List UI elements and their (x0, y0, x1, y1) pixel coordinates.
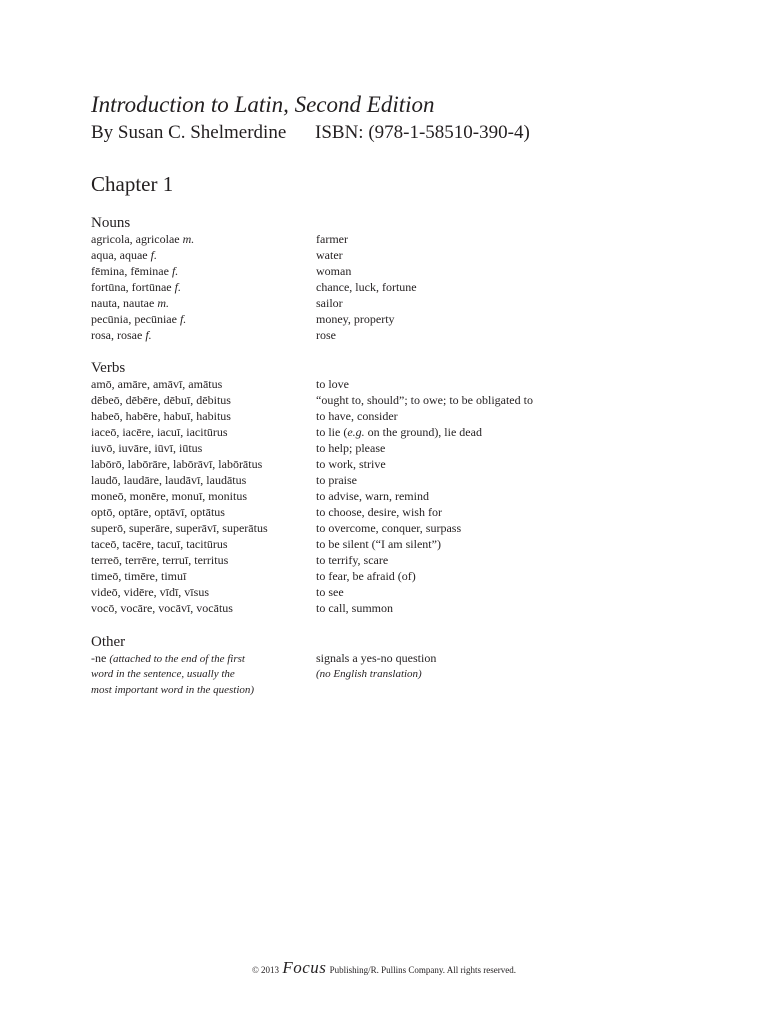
gender: f. (145, 328, 152, 342)
latin-term: laudō, laudāre, laudāvī, laudātus (91, 473, 247, 487)
vocab-row (91, 600, 651, 616)
english-meaning: chance, luck, fortune (316, 280, 417, 294)
isbn: ISBN: (978-1-58510-390-4) (315, 122, 530, 143)
gender: m. (157, 296, 169, 310)
latin-term: -ne (attached to the end of the first (91, 651, 245, 665)
verbs-heading: Verbs (91, 360, 126, 376)
vocab-row (91, 231, 651, 247)
usage-note: most important word in the question) (91, 684, 255, 696)
nouns-heading: Nouns (91, 215, 131, 231)
vocab-row (91, 552, 651, 568)
latin-term: labōrō, labōrāre, labōrāvī, labōrātus (91, 457, 263, 471)
vocab-row (91, 472, 651, 488)
vocab-row (91, 536, 651, 552)
vocab-row (91, 327, 651, 343)
vocab-row (91, 263, 651, 279)
english-meaning: to love (316, 377, 349, 391)
vocab-row (91, 456, 651, 472)
latin-term: videō, vidēre, vīdī, vīsus (91, 585, 209, 599)
latin-term: nauta, nautae m. (91, 296, 169, 310)
latin-term: dēbeō, dēbēre, dēbuī, dēbitus (91, 393, 231, 407)
english-meaning: to have, consider (316, 409, 398, 423)
latin-term: vocō, vocāre, vocāvī, vocātus (91, 601, 233, 615)
english-meaning: to fear, be afraid (of) (316, 569, 416, 583)
english-meaning: to be silent (“I am silent”) (316, 537, 441, 551)
latin-term: taceō, tacēre, tacuī, tacitūrus (91, 537, 228, 551)
vocab-row (91, 650, 651, 666)
english-meaning: to see (316, 585, 344, 599)
latin-term: iuvō, iuvāre, iūvī, iūtus (91, 441, 203, 455)
vocab-row (91, 295, 651, 311)
nouns-section (91, 214, 651, 343)
english-meaning: to choose, desire, wish for (316, 505, 442, 519)
english-meaning: sailor (316, 296, 343, 310)
latin-term: amō, amāre, amāvī, amātus (91, 377, 223, 391)
english-meaning: money, property (316, 312, 395, 326)
vocab-row (91, 504, 651, 520)
focus-logo: Focus (282, 958, 327, 977)
gender: f. (179, 312, 187, 326)
english-meaning: to advise, warn, remind (316, 489, 429, 503)
latin-term: fortūna, fortūnae f. (91, 280, 181, 294)
english-meaning: signals a yes-no question (316, 651, 437, 665)
author: By Susan C. Shelmerdine (91, 122, 287, 143)
usage-note: word in the sentence, usually the (91, 668, 235, 680)
latin-term: moneō, monēre, monuī, monitus (91, 489, 247, 503)
vocab-row (91, 440, 651, 456)
vocab-row (91, 376, 651, 392)
latin-term: optō, optāre, optāvī, optātus (91, 505, 225, 519)
verbs-section (91, 359, 651, 616)
latin-term: agricola, agricolae m. (91, 232, 195, 246)
latin-term: habeō, habēre, habuī, habitus (91, 409, 231, 423)
vocab-row (91, 520, 651, 536)
vocab-row (91, 408, 651, 424)
latin-term: aqua, aquae f. (91, 248, 157, 262)
copyright: © 2013 (251, 965, 280, 975)
latin-term: rosa, rosae f. (91, 328, 152, 342)
vocab-row (91, 488, 651, 504)
book-title: Introduction to Latin, Second Edition (91, 92, 435, 117)
english-meaning: to overcome, conquer, surpass (316, 521, 462, 535)
gender: f. (174, 280, 181, 294)
english-meaning: rose (316, 328, 336, 342)
latin-term: timeō, timēre, timuī (91, 569, 187, 583)
vocab-row-continued (91, 682, 651, 698)
chapter-title: Chapter 1 (91, 172, 174, 196)
english-meaning: farmer (316, 232, 348, 246)
gender: f. (150, 248, 157, 262)
gender: f. (171, 264, 179, 278)
vocab-row (91, 424, 651, 440)
latin-term: fēmina, fēminae f. (91, 264, 179, 278)
vocab-row (91, 584, 651, 600)
english-meaning: to help; please (316, 441, 386, 455)
english-meaning: “ought to, should”; to owe; to be obligated to (316, 393, 533, 407)
english-meaning: to work, strive (316, 457, 386, 471)
vocab-row (91, 392, 651, 408)
gender: m. (182, 232, 195, 246)
english-meaning: to lie (e.g. on the ground), lie dead (316, 425, 482, 439)
usage-note: (attached to the end of the first (109, 653, 245, 665)
english-meaning: to terrify, scare (316, 553, 389, 567)
latin-term: terreō, terrēre, terruī, territus (91, 553, 229, 567)
english-meaning: water (316, 248, 343, 262)
byline (91, 122, 530, 144)
vocab-row (91, 247, 651, 263)
publisher-text: Publishing/R. Pullins Company. All rights reserved. (329, 965, 517, 975)
vocab-row (91, 279, 651, 295)
english-meaning: woman (316, 264, 352, 278)
english-meaning: to praise (316, 473, 357, 487)
latin-term: iaceō, iacēre, iacuī, iacitūrus (91, 425, 228, 439)
english-meaning: to call, summon (316, 601, 393, 615)
vocab-row (91, 311, 651, 327)
other-section (91, 633, 651, 698)
page-footer (0, 958, 768, 978)
vocab-row-continued (91, 666, 651, 682)
latin-term: superō, superāre, superāvī, superātus (91, 521, 268, 535)
other-heading: Other (91, 634, 126, 650)
english-note: (no English translation) (316, 668, 422, 680)
latin-term: pecūnia, pecūniae f. (91, 312, 187, 326)
vocab-row (91, 568, 651, 584)
